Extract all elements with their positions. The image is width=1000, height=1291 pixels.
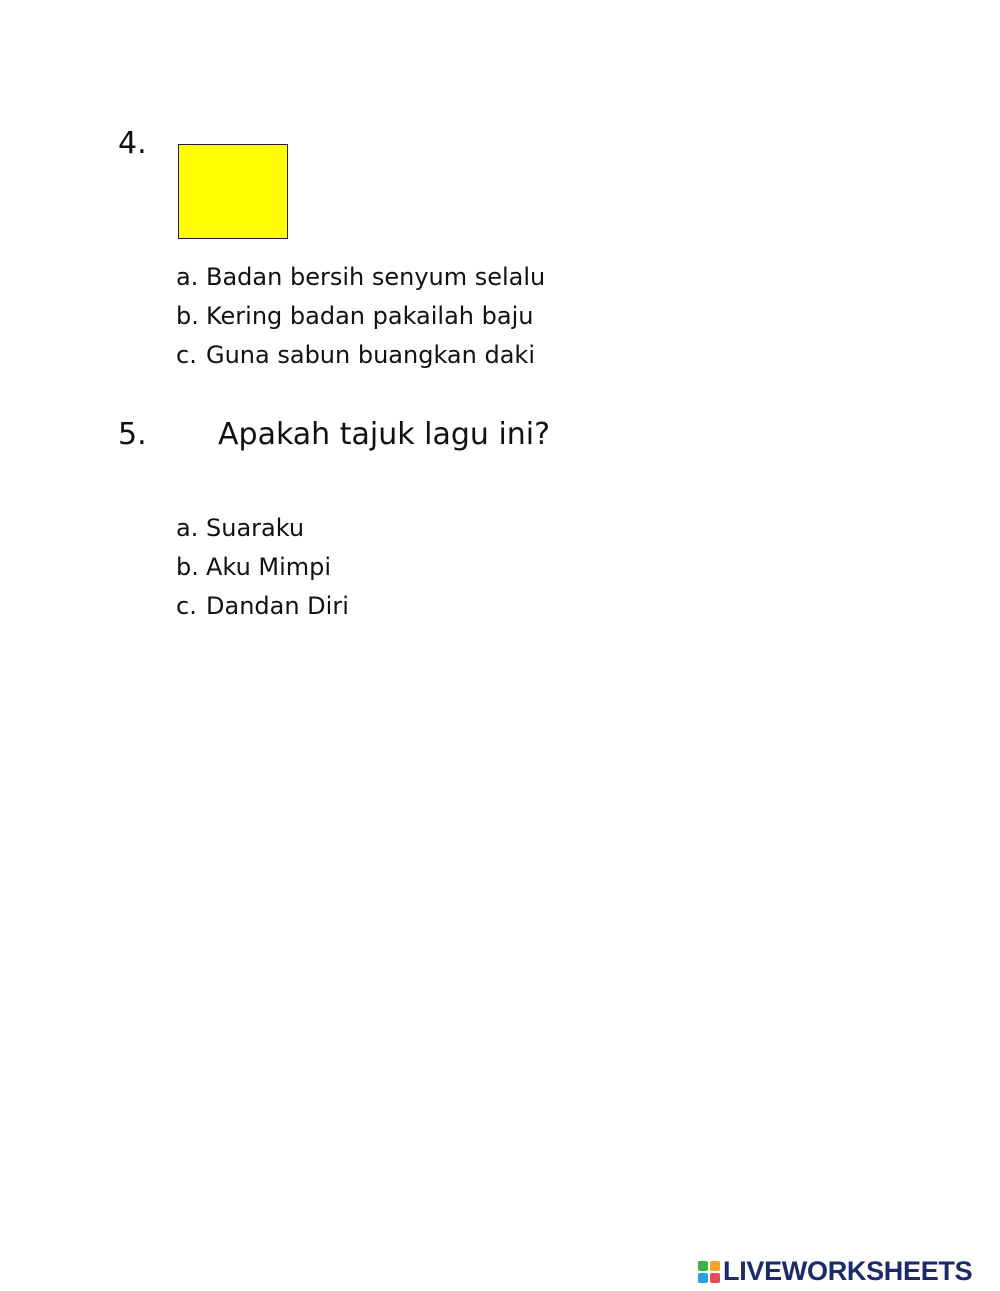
option-letter: b. [176,553,199,581]
logo-square-icon [698,1273,708,1283]
option-text: Aku Mimpi [206,553,332,581]
option-letter: c. [176,592,197,620]
option-text: Dandan Diri [206,592,349,620]
option-letter: a. [176,263,199,291]
question-4-options [176,258,545,375]
liveworksheets-logo-icon [698,1261,720,1283]
option-letter: b. [176,302,199,330]
question-4-option-b [176,297,545,336]
logo-square-icon [710,1261,720,1271]
question-4-number: 4. [118,126,147,161]
option-text: Guna sabun buangkan daki [206,341,535,369]
question-5-options [176,509,349,626]
liveworksheets-watermark [698,1256,972,1287]
question-5-option-a [176,509,349,548]
question-5-text: Apakah tajuk lagu ini? [218,417,551,452]
question-4-image-yellow-box [178,144,288,239]
logo-square-icon [698,1261,708,1271]
question-4-option-c [176,336,545,375]
option-letter: a. [176,514,199,542]
option-text: Badan bersih senyum selalu [206,263,546,291]
option-text: Kering badan pakailah baju [206,302,534,330]
question-5-number: 5. [118,417,147,452]
logo-square-icon [710,1273,720,1283]
question-4-option-a [176,258,545,297]
question-5-option-c [176,587,349,626]
option-letter: c. [176,341,197,369]
option-text: Suaraku [206,514,305,542]
brand-text: LIVEWORKSHEETS [723,1256,973,1286]
question-5-option-b [176,548,349,587]
